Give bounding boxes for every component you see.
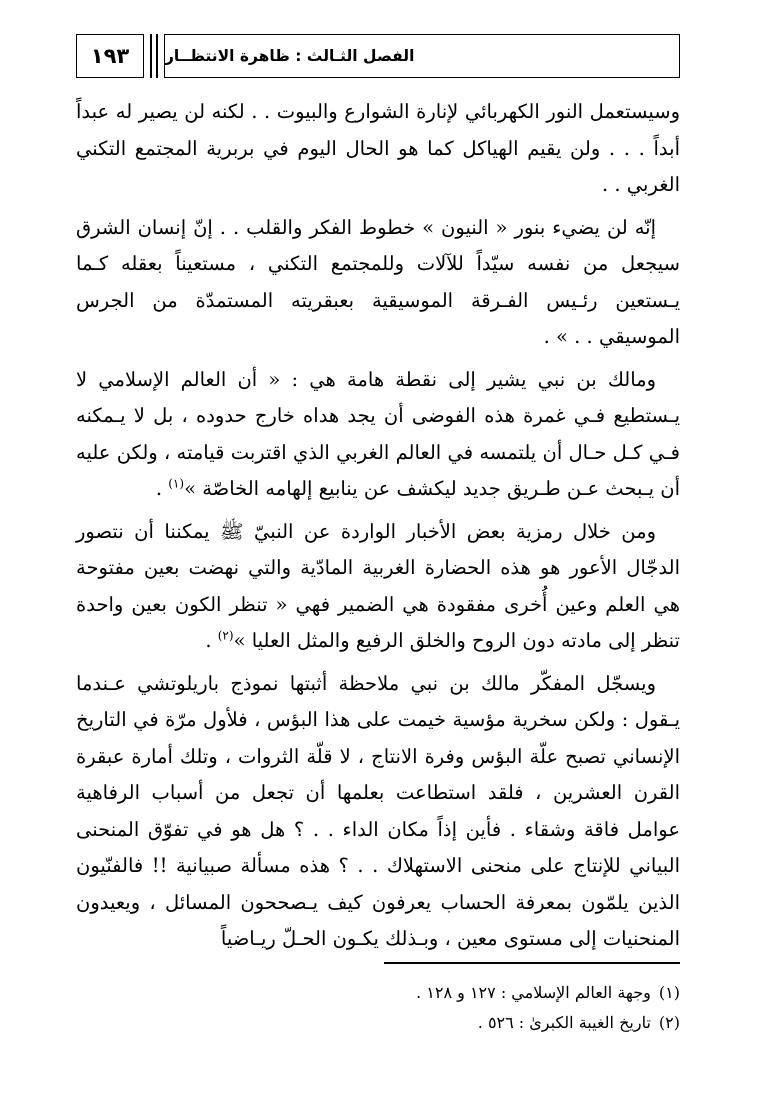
paragraph-3-text: ومالك بن نبي يشير إلى نقطة هامة هي : « أن العالم الإسلامي لا يـستطيع فـي غمرة هذه الفوضى أن يجد هداه خارج حدوده ، بل لا يـمكنه فـي كـل حـال أن يلتمسه في العالم الغربي الذي اقتربت قيامته ، ولكن عليه أن يـبحث عـن طـريق جديد ليكشف عن ينابيع إلهامه الخاصّة » <box>76 367 680 500</box>
paragraph-4-end: . <box>205 629 218 652</box>
paragraph-4 <box>76 514 680 660</box>
footnote-1 <box>76 978 680 1008</box>
paragraph-3-end: . <box>155 477 169 500</box>
footnotes <box>76 978 680 1038</box>
paragraph-4-text: ومن خلال رمزية بعض الأخبار الواردة عن النبيّ ﷺ يمكننا أن نتصور الدجّال الأعور هو هذه الحضارة الغربية المادّية والتي نهضت بعين مفتوحة هي العلم وعين أُخرى مفقودة هي الضمير فهي « تنظر الكون بعين واحدة تنظر إلى مادته دون الروح والخلق الرفيع والمثل العليا » <box>76 519 680 652</box>
page-number: ١٩٣ <box>76 34 144 78</box>
header-divider <box>156 34 158 78</box>
footnote-ref-1: (١) <box>168 476 185 491</box>
footnote-1-text: وجهة العالم الإسلامي : ١٢٧ و ١٢٨ . <box>416 983 651 1002</box>
footnote-2-text: تاريخ الغيبة الكبرىٰ : ٥٢٦ . <box>477 1013 651 1032</box>
running-header <box>76 34 680 78</box>
running-title: الفصل الثـالث : ظاهرة الانتظــار <box>164 34 680 78</box>
footnote-2-number: (٢) <box>658 1013 680 1032</box>
paragraph-1: وسيستعمل النور الكهربائي لإنارة الشوارع والبيوت . . لكنه لن يصير له عبداً أبداً . . . ولن يقيم الهياكل كما هو الحال اليوم في بربرية المجتمع التكني الغربي . . <box>76 100 680 196</box>
footnote-ref-2: (٢) <box>217 628 234 643</box>
header-divider <box>150 34 152 78</box>
paragraph-3 <box>76 362 680 508</box>
footnote-1-number: (١) <box>658 983 680 1002</box>
paragraph-2: إنّه لن يضيء بنور « النيون » خطوط الفكر والقلب . . إنّ إنسان الشرق سيجعل من نفسه سيّداً للآلات وللمجتمع التكني ، مستعيناً بعقله كـما يـستعين رئـيس الفـرقة الموسيقية بعبقريته المستمدّة من الجرس الموسيقي . . » . <box>76 215 680 348</box>
paragraph-5: ويسجّل المفكّر مالك بن نبي ملاحظة أثبتها نموذج باريلوتشي عـندما يـقول : ولكن سخرية مؤسية خيمت على هذا البؤس ، فلأول مرّة في التاريخ الإنساني تصبح علّة البؤس وفرة الانتاج ، لا قلّة الثروات ، وتلك أمارة عبقرة القرن العشرين ، فلقد استطاعت بعلمها أن تجعل من أسباب الرفاهية عوامل فاقة وشقاء . فأين إذاً مكان الداء . . ؟ هل هو في تفوّق المنحنى البياني للإنتاج على منحنى الاستهلاك . . ؟ هذه مسألة صبيانية !! فالفنّيون الذين يلمّون بمعرفة الحساب يعرفون كيف يـصححون المسائل ، ويعيدون المنحنيات إلى مستوى معين ، وبـذلك يكـون الحـلّ ريـاضياً <box>76 671 680 950</box>
body-text <box>76 94 680 964</box>
footnote-rule <box>384 962 680 964</box>
footnote-2 <box>76 1008 680 1038</box>
